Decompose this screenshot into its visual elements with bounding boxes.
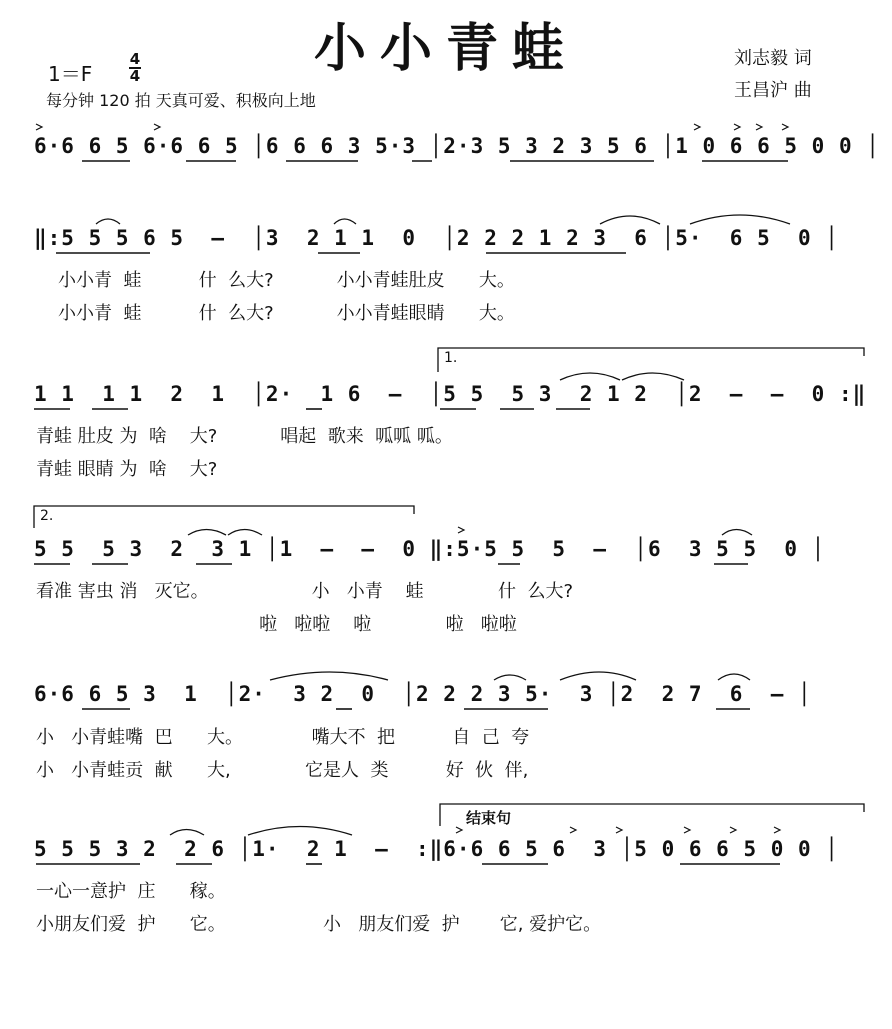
- coda-bracket: [440, 804, 864, 826]
- slur: [722, 530, 752, 536]
- slur: [494, 675, 526, 680]
- lyric-row-2-verse-1: 小小青 蛙 什 么大? 小小青蛙肚皮 大。: [58, 270, 515, 291]
- second-ending-label: 2.: [40, 508, 54, 524]
- slur: [270, 672, 388, 680]
- slur: [96, 219, 120, 224]
- accent-mark: [774, 827, 780, 833]
- accent-mark: [154, 124, 160, 130]
- slur: [228, 530, 262, 536]
- accent-mark: [36, 124, 42, 130]
- second-ending-bracket: [34, 506, 414, 528]
- slur: [334, 219, 356, 224]
- coda-ending-label: 结束句: [466, 809, 512, 827]
- slur: [560, 672, 636, 680]
- first-ending-label: 1.: [444, 350, 458, 366]
- slur: [170, 830, 204, 836]
- slur: [188, 530, 226, 536]
- first-ending-bracket: [438, 348, 864, 372]
- slur: [600, 216, 660, 224]
- composer-credit: 王昌沪 曲: [734, 80, 812, 101]
- lyric-row-6-verse-1: 一心一意护 庄 稼。: [36, 881, 226, 902]
- tempo-marking: 每分钟 120 拍 天真可爱、积极向上地: [46, 91, 316, 110]
- accent-mark: [458, 527, 464, 533]
- song-title: 小小青蛙: [313, 19, 578, 79]
- meter-bottom: 4: [129, 67, 141, 85]
- notation-row-5: 6·6 6 5 3 1 │2· 3 2 0 │2 2 2 3 5· 3 │2 2 7 6 — │: [34, 682, 812, 706]
- slur: [560, 373, 620, 380]
- accent-mark: [456, 827, 462, 833]
- lyric-row-6-verse-2: 小朋友们爱 护 它。 小 朋友们爱 护 它, 爱护它。: [36, 914, 602, 935]
- notation-row-6: 5 5 5 3 2 2 6 │1· 2 1 — :‖6·6 6 5 6 3 │5 0 6 6 5 0 0 │: [34, 837, 839, 861]
- slur: [718, 674, 750, 680]
- lyric-row-4-verse-1: 看准 害虫 消 灭它。 小 小青 蛙 什 么大?: [36, 581, 574, 602]
- accent-mark: [616, 827, 622, 833]
- meter-top: 4: [129, 50, 141, 68]
- accent-mark: [782, 124, 788, 130]
- lyricist-credit: 刘志毅 词: [734, 48, 812, 69]
- accent-mark: [734, 124, 740, 130]
- lyric-row-3-verse-1: 青蛙 肚皮 为 啥 大? 唱起 歌来 呱呱 呱。: [36, 426, 453, 447]
- accent-mark: [730, 827, 736, 833]
- notation-row-3: 1 1 1 1 2 1 │2· 1 6 — │5 5 5 3 2 1 2 │2 — — 0 :‖: [34, 382, 867, 406]
- accent-mark: [570, 827, 576, 833]
- accent-mark: [756, 124, 762, 130]
- key-signature: 1＝F: [48, 62, 93, 86]
- notation-row-2: ‖:5 5 5 6 5 — │3 2 1 1 0 │2 2 2 1 2 3 6 │5· 6 5 0 │: [34, 226, 839, 250]
- slur: [690, 215, 790, 224]
- slur: [248, 827, 352, 836]
- notation-row-1: 6·6 6 5 6·6 6 5 │6 6 6 3 5·3 │2·3 5 3 2 3 5 6 │1 0 6 6 5 0 0 │: [34, 134, 880, 158]
- lyric-row-3-verse-2: 青蛙 眼睛 为 啥 大?: [36, 459, 218, 480]
- slur: [622, 373, 684, 380]
- lyric-row-4-verse-2: 啦 啦啦 啦 啦 啦啦: [36, 614, 517, 635]
- lyric-row-5-verse-2: 小 小青蛙贡 献 大, 它是人 类 好 伙 伴,: [36, 760, 529, 781]
- accent-mark: [694, 124, 700, 130]
- lyric-row-5-verse-1: 小 小青蛙嘴 巴 大。 嘴大不 把 自 己 夸: [36, 727, 530, 748]
- accent-mark: [684, 827, 690, 833]
- notation-row-4: 5 5 5 3 2 3 1 │1 — — 0 ‖:5·5 5 5 — │6 3 5 5 0 │: [34, 537, 826, 561]
- lyric-row-2-verse-2: 小小青 蛙 什 么大? 小小青蛙眼睛 大。: [58, 303, 515, 324]
